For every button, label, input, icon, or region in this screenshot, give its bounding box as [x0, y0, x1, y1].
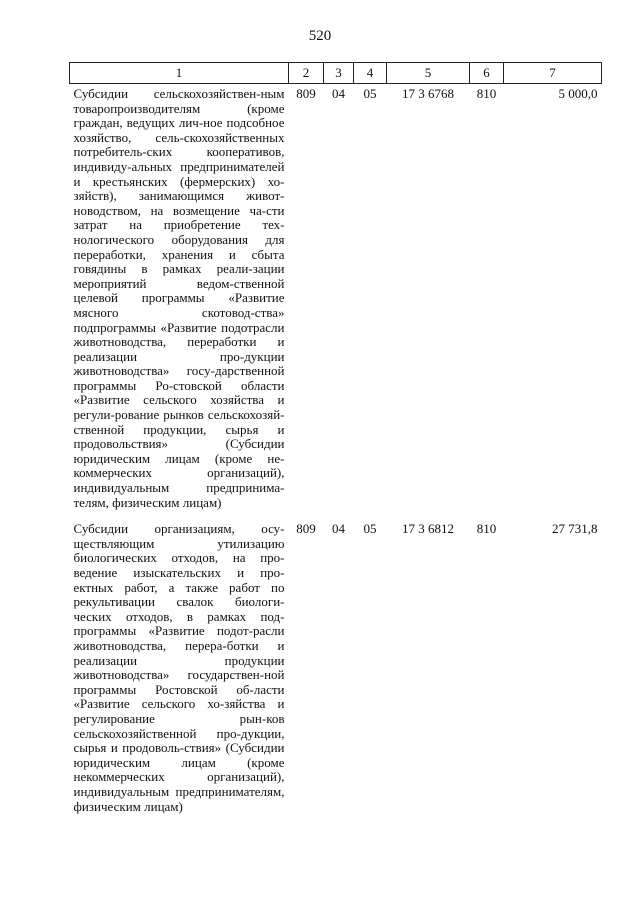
- row-code-target: 17 3 6812: [402, 521, 454, 537]
- row-code-section: 04: [332, 521, 345, 537]
- header-col-2: 2: [289, 63, 324, 84]
- budget-table: [69, 62, 602, 814]
- table-row: [70, 84, 602, 511]
- header-col-5: 5: [387, 63, 470, 84]
- header-col-1: 1: [70, 63, 289, 84]
- row-code-expense-type: 810: [476, 86, 497, 101]
- page-number: 520: [308, 28, 332, 44]
- row-code-subsection: 05: [363, 86, 377, 101]
- header-row: [70, 63, 602, 84]
- row-code-subsection: 05: [363, 521, 377, 537]
- row-code-section: 04: [332, 86, 345, 101]
- row-code-target: 17 3 6768: [402, 86, 454, 101]
- table-row: [70, 510, 602, 814]
- row-code-expense-type: 810: [476, 521, 497, 537]
- header-col-4: 4: [354, 63, 387, 84]
- row-description: Субсидии сельскохозяйствен-ным товаропроизводителям (кроме граждан, ведущих лич-ное подсобное хозяйство, сель-скохозяйственных потребитель-ских кооперативов, индивиду-альных предпринимателей и крестьянских (фермерских) хо-зяйств), занимающимся живот-новодством, на возмещение ча-сти затрат на приобретение тех-нологического оборудования для переработки, хранения и сбыта говядины в рамках реали-зации мероприятий ведом-ственной целевой программы «Развитие мясного скотовод-ства» подпрограммы «Развитие подотрасли животноводства, переработки и реализации про-дукции животноводства» госу-дарственной программы Ро-стовской области «Развитие сельского хозяйства и регули-рование рынков сельскохозяй-ственной продукции, сырья и продовольствия» (Субсидии юридическим лицам (кроме не-коммерческих организаций), индивидуальным предпринима-телям, физическим лицам): [73, 86, 285, 510]
- row-description: Субсидии организациям, осу-ществляющим утилизацию биологических отходов, на про-ведение изыскательских и про-ектных работ, а также работ по рекультивации свалок биологи-ческих отходов, в рамках под-программы «Развитие подот-расли животноводства, перера-ботки и реализации продукции животноводства» государствен-ной программы Ростовской об-ласти «Развитие сельского хо-зяйства и регулирование рын-ков сельскохозяйственной про-дукции, сырья и продоволь-ствия» (Субсидии юридическим лицам (кроме некоммерческих организаций), индивидуальным предпринимателям, физическим лицам): [73, 521, 285, 814]
- header-col-3: 3: [324, 63, 354, 84]
- row-code-ministry: 809: [296, 86, 316, 101]
- header-col-6: 6: [470, 63, 504, 84]
- row-amount: 5 000,0: [558, 86, 598, 101]
- row-code-ministry: 809: [296, 521, 316, 537]
- row-amount: 27 731,8: [552, 521, 598, 537]
- header-col-7: 7: [504, 63, 602, 84]
